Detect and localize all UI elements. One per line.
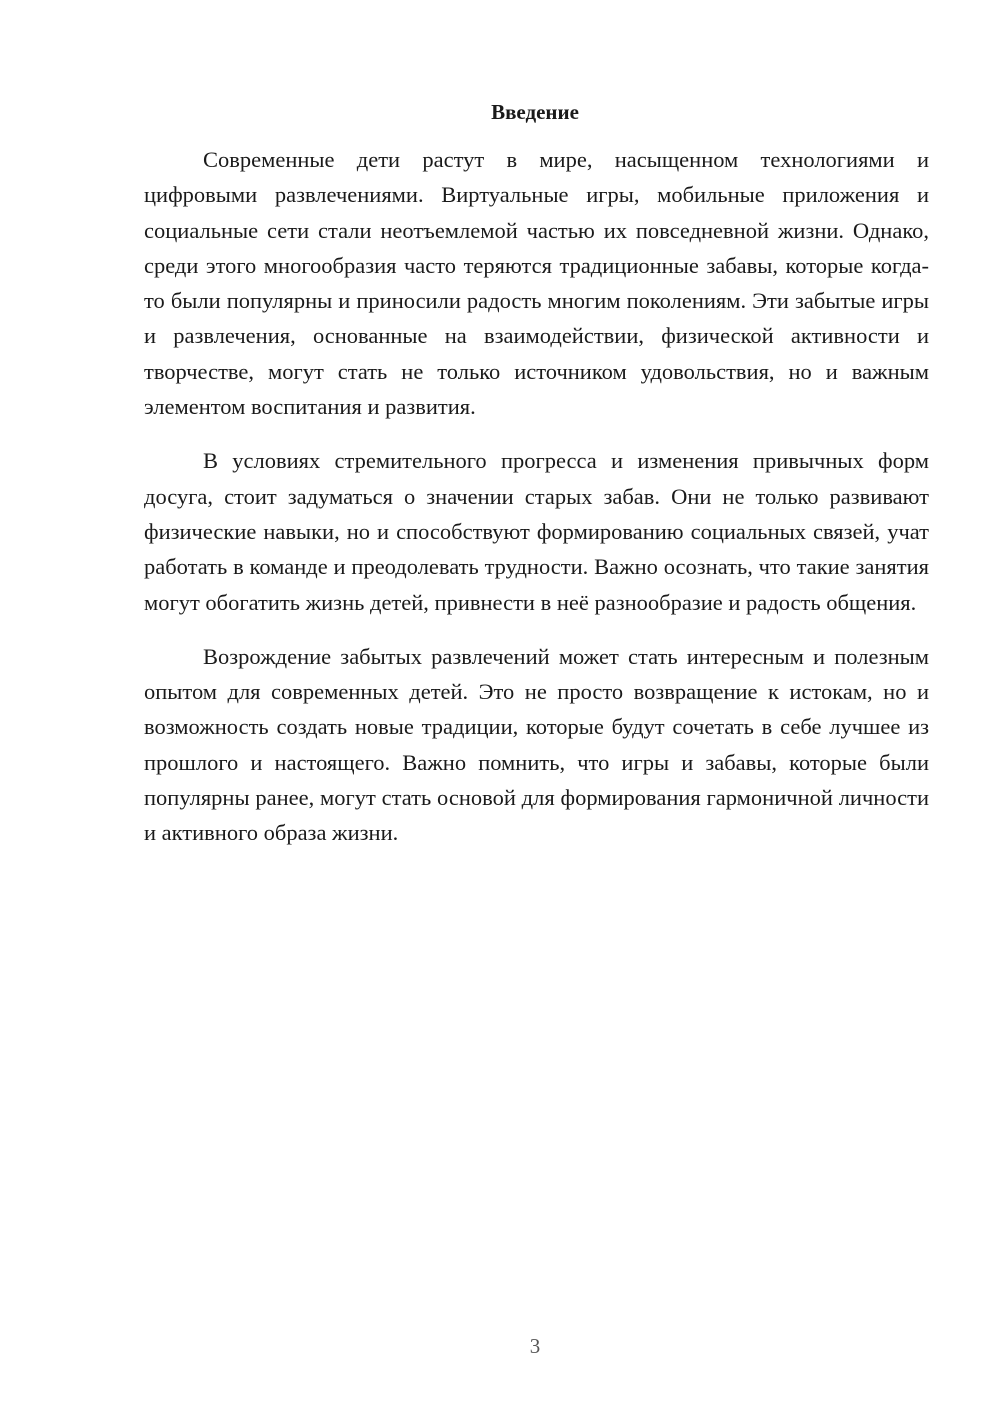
paragraph: В условиях стремительного прогресса и изменения привычных форм досуга, стоит задуматься о значении старых забав. Они не только развивают физические навыки, но и способствуют формированию социальных связей, учат работать в команде и преодолевать трудности. Важно осознать, что такие занятия могут обогатить жизнь детей, привнести в неё разнообразие и радость общения.	[144, 448, 929, 615]
page-title: Введение	[491, 100, 579, 124]
page-number: 3	[529, 1334, 541, 1358]
paragraph: Современные дети растут в мире, насыщенном технологиями и цифровыми развлечениями. Виртуальные игры, мобильные приложения и социальные сети стали неотъемлемой частью их повседневной жизни. Однако, среди этого многообразия часто теряются традиционные забавы, которые когда-то были популярны и приносили радость многим поколениям. Эти забытые игры и развлечения, основанные на взаимодействии, физической активности и творчестве, могут стать не только источником удовольствия, но и важным элементом воспитания и развития.	[144, 147, 929, 420]
paragraph: Возрождение забытых развлечений может стать интересным и полезным опытом для современных детей. Это не просто возвращение к истокам, но и возможность создать новые традиции, которые будут сочетать в себе лучшее из прошлого и настоящего. Важно помнить, что игры и забавы, которые были популярны ранее, могут стать основой для формирования гармоничной личности и активного образа жизни.	[144, 643, 929, 846]
body-text	[144, 142, 929, 851]
